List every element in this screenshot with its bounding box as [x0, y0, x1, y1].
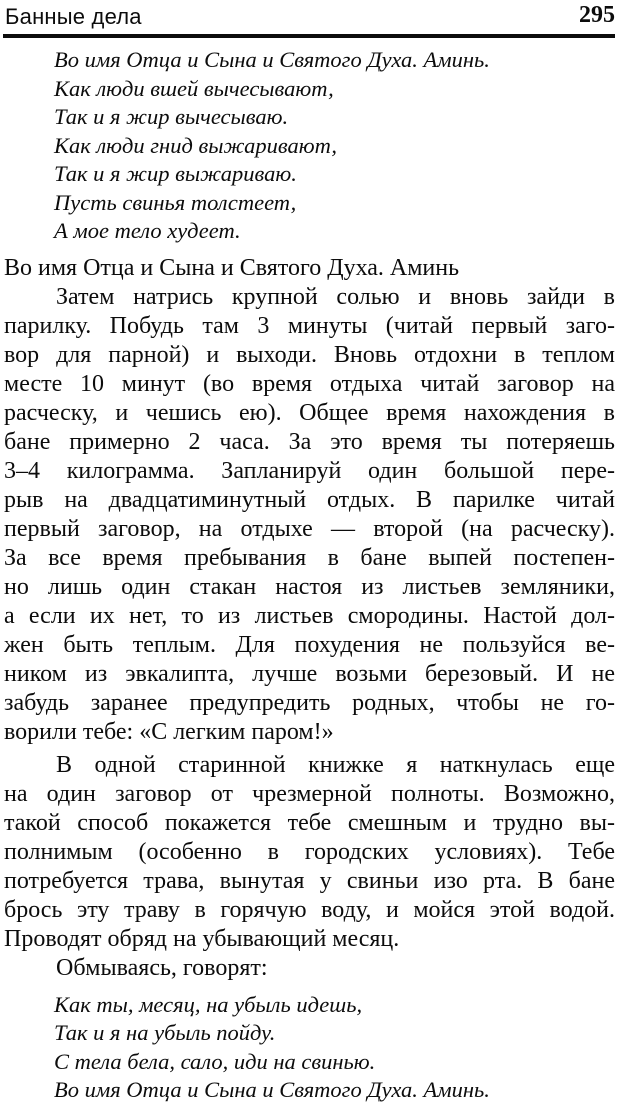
paragraph-amen — [4, 254, 615, 283]
page-header — [5, 2, 615, 34]
text-line: месте 10 минут (во время отдыха читай заговор на — [4, 370, 615, 397]
text-line: парилку. Побудь там 3 минуты (читай первый заго- — [4, 312, 615, 339]
verse-line: Во имя Отца и Сына и Святого Духа. Аминь. — [54, 1077, 490, 1102]
text-line: рыв на двадцатиминутный отдых. В парилке читай — [4, 486, 615, 513]
verse-line: Так и я жир вычесываю. — [54, 104, 289, 129]
text-line: Затем натрись крупной солью и вновь зайди в — [56, 283, 615, 310]
verse-line: С тела бела, сало, иди на свинью. — [54, 1048, 376, 1074]
text-line: первый заговор, на отдыхе — второй (на расческу). — [4, 515, 615, 542]
text-line: бане примерно 2 часа. За это время ты потеряешь — [4, 428, 615, 455]
text-line: жен быть теплым. Для похудения не пользуйся ве- — [4, 631, 615, 658]
text-line: ником из эвкалипта, лучше возьми березовый. И не — [4, 660, 615, 687]
verse-line: Как ты, месяц, на убыль идешь, — [54, 991, 363, 1017]
verse-line: Как люди вшей вычесывают, — [54, 75, 334, 101]
text-line: За все время пребывания в бане выпей постепен- — [4, 544, 615, 571]
text-line: брось эту траву в горячую воду, и мойся этой водой. — [4, 896, 615, 923]
verse-incantation-2 — [4, 991, 615, 1105]
text-line: Обмываясь, говорят: — [56, 954, 268, 981]
text-line: 3–4 килограмма. Запланируй один большой пере- — [4, 457, 615, 484]
page-number: 295 — [579, 2, 615, 28]
text-line: расческу, и чешись ею). Общее время нахождения в — [4, 399, 615, 426]
text-line: Во имя Отца и Сына и Святого Духа. Аминь — [4, 254, 460, 281]
paragraph-instructions — [4, 283, 615, 747]
text-line: на один заговор от чрезмерной полноты. Возможно, — [4, 780, 615, 807]
text-line: полнимым (особенно в городских условиях). Тебе — [4, 838, 615, 865]
verse-line: Во имя Отца и Сына и Святого Духа. Аминь. — [54, 47, 490, 72]
header-rule — [3, 34, 615, 38]
verse-incantation-1 — [4, 46, 615, 246]
page-body — [4, 46, 615, 1105]
verse-line: Как люди гнид выжаривают, — [54, 132, 338, 158]
text-line: такой способ покажется тебе смешным и трудно вы- — [4, 809, 615, 836]
text-line: забудь заранее предупредить родных, чтобы не го- — [4, 689, 615, 716]
text-line: а если их нет, то из листьев смородины. Настой дол- — [4, 602, 615, 629]
verse-line: Так и я на убыль пойду. — [54, 1020, 276, 1045]
text-line: В одной старинной книжке я наткнулась еще — [56, 751, 615, 778]
verse-line: А мое тело худеет. — [54, 218, 241, 243]
verse-line: Пусть свинья толстеет, — [54, 189, 297, 215]
text-line: вор для парной) и выходи. Вновь отдохни в теплом — [4, 341, 615, 368]
text-line: потребуется трава, вынутая у свиньи изо рта. В бане — [4, 867, 615, 894]
text-line: ворили тебе: «С легким паром!» — [4, 718, 334, 745]
text-line: Проводят обряд на убывающий месяц. — [4, 925, 400, 952]
verse-line: Так и я жир выжариваю. — [54, 161, 297, 186]
text-line: но лишь один стакан настоя из листьев земляники, — [4, 573, 615, 600]
paragraph-washing — [4, 954, 615, 983]
running-head: Банные дела — [5, 4, 142, 29]
paragraph-old-book — [4, 751, 615, 954]
